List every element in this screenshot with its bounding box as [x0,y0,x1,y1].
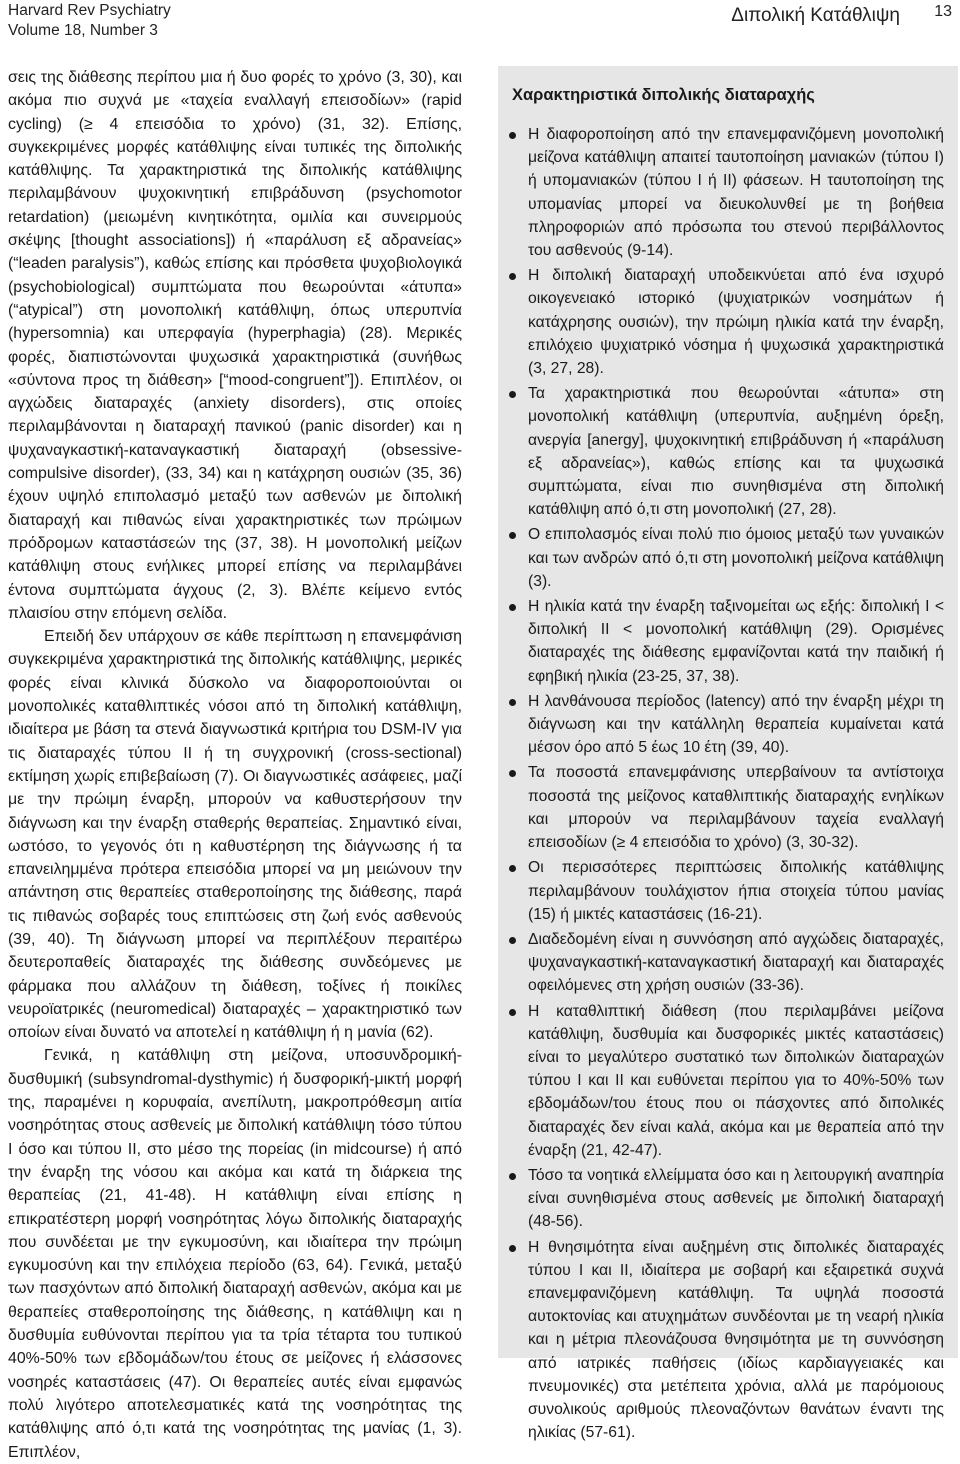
journal-name: Harvard Rev Psychiatry [8,2,171,19]
bullet-icon [509,1245,516,1252]
box-title: Χαρακτηριστικά διπολικής διαταραχής [512,86,815,104]
list-item-text: Οι περισσότερες περιπτώσεις διπολικής κατάθλιψης περιλαμβάνουν τουλάχιστον ήπια στοιχεία τύπου μανίας (15) ή μικτές καταστάσεις (16-21). [528,859,944,923]
paragraph: Επειδή δεν υπάρχουν σε κάθε περίπτωση η επανεμφάνιση συγκεκριμένα χαρακτηριστικά της διπολικής κατάθλιψης, μερικές φορές είναι κλινικά δύσκολο να διαφοροποιούνται οι μονοπολικές καταθλιπτικές νόσοι από τη διπολική κατάθλιψη, ιδιαίτερα με βάση τα στενά διαγνωστικά κριτήρια του DSM-IV για τις διαταραχές τύπου ΙΙ ή τη συγχρονική (cross-sectional) εκτίμηση χωρίς επιβεβαίωση (7). Οι διαγνωστικές ασάφειες, μαζί με την πρώιμη έναρξη, μπορούν να καθυστερήσουν την διάγνωση και την έναρξη σταθερής θεραπείας. Σημαντικό είναι, ωστόσο, το γεγονός ότι η καθυστέρηση της διάγνωσης ή τα επανειλημμένα πρότερα επεισόδια μπορεί να μη μειώνουν την απάντηση στις θεραπείες σταθεροποίησης της διάθεσης, παρά τις πιθανώς σοβαρές τους επιπτώσεις στη ζωή ενός ασθενούς (39, 40). Τη διάγνωση μπορεί να περιπλέξουν περαιτέρω δευτεροπαθείς διαταραχές της διάθεσης συνδεόμενες με φάρμακα που αλλάζουν τη διάθεση, τοξίνες ή ποικίλες νευροϊατρικές (neuromedical) διαταραχές – χαρακτηριστικό των οποίων είναι δυνατό να αποτελεί η κατάθλιψη ή η μανία (62). [8,628,462,1042]
list-item [528,595,944,688]
list-item-text: Διαδεδομένη είναι η συννόσηση από αγχώδεις διαταραχές, ψυχαναγκαστική-καταναγκαστική διαταραχή και διαταραχές οφειλόμενες στη χρήση ουσιών (33-36). [528,930,944,995]
list-item-text: Τα ποσοστά επανεμφάνισης υπερβαίνουν τα αντίστοιχα ποσοστά της μείζονος καταθλιπτικής διαταραχής ενηλίκων και μπορούν να περιλαμβάνουν ταχεία εναλλαγή επεισοδίων (≥ 4 επεισόδια το χρόνο) (3, 30-32). [528,764,944,852]
list-item-text: Η λανθάνουσα περίοδος (latency) από την έναρξη μέχρι τη διάγνωση και την κατάλληλη θεραπεία κυμαίνεται κατά μέσον όρο από 5 έως 10 έτη (39, 40). [528,692,944,757]
list-item-text: Ο επιπολασμός είναι πολύ πιο όμοιος μεταξύ των γυναικών και των ανδρών από ό,τι στη μονοπολική μείζονα κατάθλιψη (3). [528,526,944,590]
bullet-icon [509,699,516,706]
box-list [498,123,958,1444]
bullet-icon [509,273,516,280]
list-item [528,264,944,380]
journal-volume: Volume 18, Number 3 [8,22,158,39]
bullet-icon [509,770,516,777]
list-item [528,761,944,854]
bullet-icon [509,865,516,872]
page-number: 13 [934,3,952,20]
list-item [528,523,944,593]
list-item-text: Τα χαρακτηριστικά που θεωρούνται «άτυπα» στη μονοπολική κατάθλιψη (υπερυπνία, αυξημένη όρεξη, ανεργία [anergy], ψυχοκινητική επιβράδυνση ή «παράλυση εξ αδρανείας»), καθώς επίσης και τα ψυχωσικά συμπτώματα, είναι πιο συνηθισμένα στη διπολική κατάθλιψη από ό,τι στη μονοπολική (27, 28). [528,385,944,519]
list-item [528,690,944,760]
list-item-text: Τόσο τα νοητικά ελλείμματα όσο και η λειτουργική αναπηρία είναι συνηθισμένα στους ασθενείς με διπολική διαταραχή (48-56). [528,1166,944,1231]
list-item [528,928,944,998]
list-item-text: Η διπολική διαταραχή υποδεικνύεται από ένα ισχυρό οικογενειακό ιστορικό (ψυχιατρικών νοσημάτων ή κατάχρησης ουσιών), την πρώιμη ηλικία κατά την έναρξη, επιλόχειο ψυχιατρικό νόσημα ή ψυχωσικά χαρακτηριστικά (3, 27, 28). [528,267,944,378]
bullet-icon [509,391,516,398]
list-item-text: Η θνησιμότητα είναι αυξημένη στις διπολικές διαταραχές τύπου Ι και ΙΙ, ιδιαίτερα με σοβαρή και εξαιρετικά συχνά επανεμφανιζόμενη κατάθλιψη. Τα υψηλά ποσοστά αυτοκτονίας και ατυχημάτων συνδέονται με τη νεαρή ηλικία και η μέτρια πλεονάζουσα θνησιμότητα με τη συννόσηση από ιατρικές παθήσεις (ιδίως καρδιαγγειακές και πνευμονικές) στα μετέπειτα χρόνια, αλλά με παρόμοιους συνολικούς αριθμούς πλεοναζόντων θανάτων έναντι της ηλικίας (57-61). [528,1238,944,1442]
main-text-column [8,66,462,1464]
list-item [528,1000,944,1162]
paragraph: σεις της διάθεσης περίπου μια ή δυο φορές το χρόνο (3, 30), και ακόμα πιο συχνά με «ταχεία εναλλαγή επεισοδίων» (rapid cycling) (≥ 4 επεισόδια το χρόνο) (31, 32). Επίσης, συγκεκριμένες μορφές κατάθλιψης είναι τυπικές της διπολικής κατάθλιψης. Τα χαρακτηριστικά της διπολικής κατάθλιψης περιλαμβάνουν ψυχοκινητική επιβράδυνση (psychomotor retardation) (μειωμένη κινητικότητα, ομιλία και συνειρμούς σκέψης [thought associations]) ή «παράλυση εξ αδρανείας» (“leaden paralysis”), καθώς επίσης και πρόσθετα ψυχοβιολογικά (psychobiological) συμπτώματα που θεωρούνται «άτυπα» (“atypical”) στη μονοπολική κατάθλιψη, όπως υπερυπνία (hypersomnia) και υπερφαγία (hyperphagia) (28). Μερικές φορές, διαπιστώνονται ψυχωσικά χαρακτηριστικά (συνήθως «σύντονα προς τη διάθεση» [“mood-congruent”]). Επιπλέον, οι αγχώδεις διαταραχές (anxiety disorders), στις οποίες περιλαμβάνονται η διαταραχή πανικού (panic disorder) και η ψυχαναγκαστική-καταναγκαστική διαταραχή (obsessive-compulsive disorder), (33, 34) και η κατάχρηση ουσιών (35, 36) έχουν υψηλό επιπολασμό μεταξύ των ασθενών με διπολική διαταραχή και πιθανώς είναι χαρακτηριστικές των πρώιμων πρόδρομων καταστάσεών της (37, 38). Η μονοπολική μείζων κατάθλιψη στους ενήλικες μπορεί επίσης να περιλαμβάνει έντονα συμπτώματα άγχους (2, 3). Βλέπε κείμενο εντός πλαισίου στην επόμενη σελίδα. [8,69,462,622]
running-title: Διπολική Κατάθλιψη [731,5,900,26]
list-item-text: Η καταθλιπτική διάθεση (που περιλαμβάνει μείζονα κατάθλιψη, δυσθυμία και δυσφορικές μικτές καταστάσεις) είναι το μεγαλύτερο συστατικό των διπολικών διαταραχών τύπου Ι και ΙΙ και ευθύνεται περίπου για το 40%-50% των εβδομάδων/του έτους που οι πάσχοντες από διπολικές διαταραχές δεν είναι καλά, ακόμα και με θεραπεία από την έναρξη (21, 42-47). [528,1002,944,1159]
bullet-icon [509,532,516,539]
bullet-icon [509,1009,516,1016]
page-header [0,0,960,52]
bullet-icon [509,132,516,139]
bullet-icon [509,1173,516,1180]
sidebar-box [498,66,958,1442]
bullet-icon [509,937,516,944]
bullet-icon [509,604,516,611]
list-item-text: Η διαφοροποίηση από την επανεμφανιζόμενη μονοπολική μείζονα κατάθλιψη απαιτεί ταυτοποίηση μανιακών (τύπου Ι) ή υπομανιακών (τύπου Ι ή ΙΙ) φάσεων. Η ταυτοποίηση της υπομανίας μπορεί να διευκολυνθεί με τη βοήθεια πληροφοριών από πρόσωπα του στενού περιβάλλοντος του ασθενούς (9-14). [528,126,944,260]
list-item-text: Η ηλικία κατά την έναρξη ταξινομείται ως εξής: διπολική Ι < διπολική ΙΙ < μονοπολική κατάθλιψη (29). Ορισμένες διαταραχές της διάθεσης εμφανίζονται κατά την παιδική ή εφηβική ηλικία (23-25, 37, 38). [528,598,944,685]
list-item [528,856,944,926]
list-item [528,1236,944,1445]
list-item [528,1164,944,1234]
paragraph: Γενικά, η κατάθλιψη στη μείζονα, υποσυνδρομική-δυσθυμική (subsyndromal-dysthymic) ή δυσφορική-μικτή μορφή της, παραμένει η κορυφαία, ανεπίλυτη, μακροπρόθεσμη αιτία νοσηρότητας στους ασθενείς με διπολική κατάθλιψη τόσο τύπου Ι όσο και τύπου ΙΙ, στο μέσο της πορείας (in midcourse) ή από την έναρξη της νόσου και ακόμα και κατά τη διάρκεια της θεραπείας (21, 41-48). Η κατάθλιψη είναι επίσης η επικρατέστερη μορφή νοσηρότητας λόγω διπολικής διαταραχής που συνδέεται με την εγκυμοσύνη, και ιδιαίτερα την πρώιμη εγκυμοσύνη και την επιλόχεια περίοδο (63, 64). Γενικά, μεταξύ των πασχόντων από διπολική διαταραχή ασθενών, ακόμα και με θεραπείες σταθεροποίησης της διάθεσης, η κατάθλιψη και η δυσθυμία ευθύνονται περίπου για τα τρία τέταρτα του τυπικού 40%-50% των εβδομάδων/του έτους σε μείζονες ή ελάσσονες νοσηρές καταστάσεις (47). Οι θεραπείες αυτές είναι εμφανώς πολύ λιγότερο αποτελεσματικές κατά της νοσηρότητας της κατάθλιψης από ό,τι κατά της νοσηρότητας της μανίας (1, 3). Επιπλέον, [8,1047,462,1461]
list-item [528,382,944,521]
list-item [528,123,944,262]
journal-info [8,1,171,41]
